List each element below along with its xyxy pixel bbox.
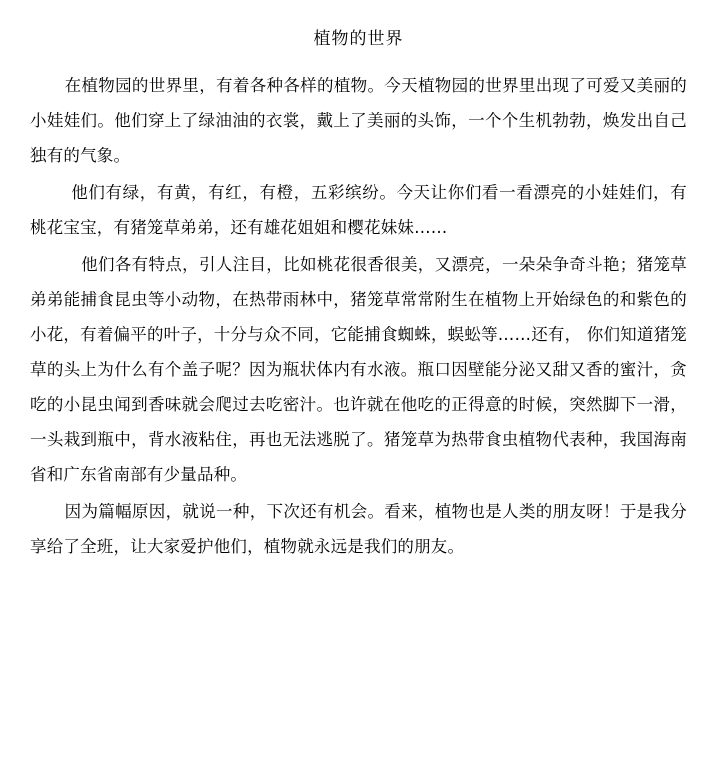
paragraph-1: 在植物园的世界里，有着各种各样的植物。今天植物园的世界里出现了可爱又美丽的小娃娃们。他们穿上了绿油油的衣裳，戴上了美丽的头饰，一个个生机勃勃，焕发出自己独有的气象。 — [30, 76, 687, 165]
paragraph-2: 他们有绿，有黄，有红，有橙，五彩缤纷。今天让你们看一看漂亮的小娃娃们，有桃花宝宝，有猪笼草弟弟，还有雄花姐姐和樱花妹妹…… — [30, 183, 687, 237]
page-title: 植物的世界 — [313, 29, 404, 49]
paragraph-3: 他们各有特点，引人注目，比如桃花很香很美，又漂亮，一朵朵争奇斗艳；猪笼草弟弟能捕食昆虫等小动物，在热带雨林中，猪笼草常常附生在植物上开始绿色的和紫色的小花，有着偏平的叶子，十分与众不同，它能捕食蜘蛛，蜈蚣等……还有， 你们知道猪笼草的头上为什么有个盖子呢？因为瓶状体内有水液。瓶口因壁能分泌又甜又香的蜜汁，贪吃的小昆虫闻到香味就会爬过去吃密汁。也许就在他吃的正得意的时候，突然脚下一滑，一头栽到瓶中，背水液粘住，再也无法逃脱了。猪笼草为热带食虫植物代表种，我国海南省和广东省南部有少量品种。 — [30, 255, 687, 484]
paragraph-4: 因为篇幅原因，就说一种，下次还有机会。看来，植物也是人类的朋友呀！于是我分享给了全班，让大家爱护他们，植物就永远是我们的朋友。 — [30, 502, 687, 556]
